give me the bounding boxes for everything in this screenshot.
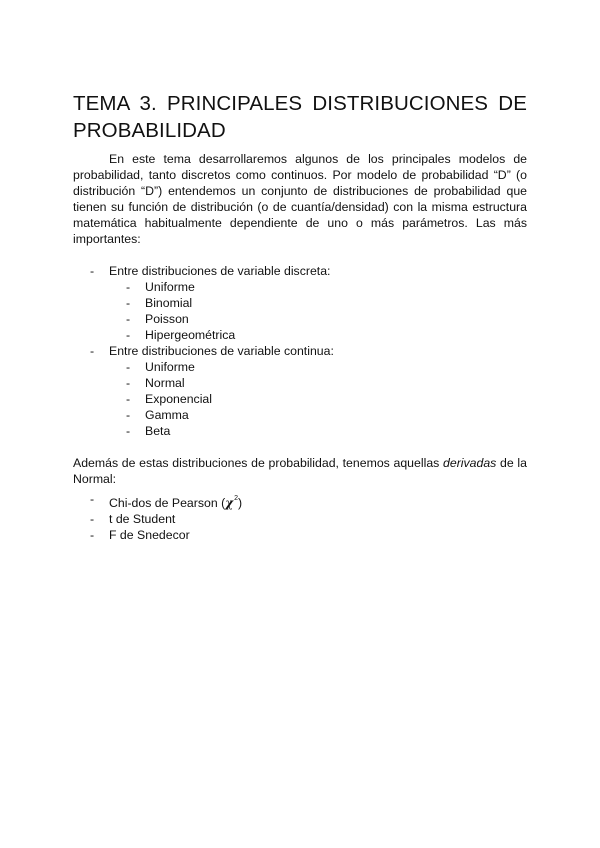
list-item-chi-squared [73,491,527,511]
list-item [73,311,527,327]
list-item [73,279,527,295]
chi-close-paren: ) [238,496,243,510]
document-title: TEMA 3. PRINCIPALES DISTRIBUCIONES DE PROBABILIDAD [73,92,527,142]
discrete-sublist-container [73,279,527,343]
list-item-label: Exponencial [145,392,212,406]
list-item-label: t de Student [109,512,176,526]
list-item [73,359,527,375]
bullet-dash: - [126,392,131,406]
bullet-dash: - [126,408,131,422]
list-item [73,391,527,407]
bullet-dash: - [90,344,95,358]
list-item-label: Entre distribuciones de variable discreta: [109,264,331,278]
list-item-label: Normal [145,376,185,390]
list-item-discrete [73,263,527,279]
list-item-label: Hipergeométrica [145,328,236,342]
bullet-dash: - [126,296,131,310]
list-item [73,527,527,543]
derived-intro-tail: de la Normal: [73,456,527,486]
list-item-label: Poisson [145,312,189,326]
chi-label-text: Chi-dos de Pearson ( [109,496,226,510]
list-item-label [73,491,527,511]
list-item [73,295,527,311]
list-item [73,511,527,527]
list-item-label: Gamma [145,408,189,422]
bullet-dash: - [126,280,131,294]
bullet-dash: - [90,264,95,278]
list-item [73,375,527,391]
bullet-dash: - [126,328,131,342]
list-item-label: Uniforme [145,280,195,294]
derived-intro-paragraph [73,455,527,487]
continuous-sublist-container [73,359,527,439]
list-item [73,327,527,343]
derived-intro-text: Además de estas distribuciones de probabilidad, tenemos aquellas [73,456,444,470]
list-item-label: Beta [145,424,171,438]
discrete-sublist [73,279,527,343]
continuous-sublist [73,359,527,439]
bullet-dash: - [90,512,95,526]
bullet-dash: - [126,424,131,438]
bullet-dash: - [126,312,131,326]
chi-exponent: 2 [234,495,239,502]
intro-paragraph: En este tema desarrollaremos algunos de los principales modelos de probabilidad, tanto discretos como continuos. Por modelo de probabilidad “D” (o distribución “D”) entendemos un conjunto de distribuciones de probabilidad que tienen su función de distribución (o de cuantía/densidad) con la misma estructura matemática habitualmente dependiente de uno o más parámetros. Las más importantes: [73,152,527,246]
bullet-dash: - [126,376,131,390]
list-item-label: Entre distribuciones de variable continua: [109,344,334,358]
list-item-label: Binomial [145,296,193,310]
bullet-dash: - [90,492,95,506]
chi-symbol: χ [225,496,234,510]
list-item-label: F de Snedecor [109,528,190,542]
document-page [73,90,527,543]
derived-distribution-list [73,491,527,543]
distribution-list [73,263,527,439]
list-item-label: Uniforme [145,360,195,374]
list-item-continuous [73,343,527,359]
bullet-dash: - [126,360,131,374]
bullet-dash: - [90,528,95,542]
derived-emphasis: derivadas [443,456,497,470]
list-item [73,407,527,423]
list-item [73,423,527,439]
